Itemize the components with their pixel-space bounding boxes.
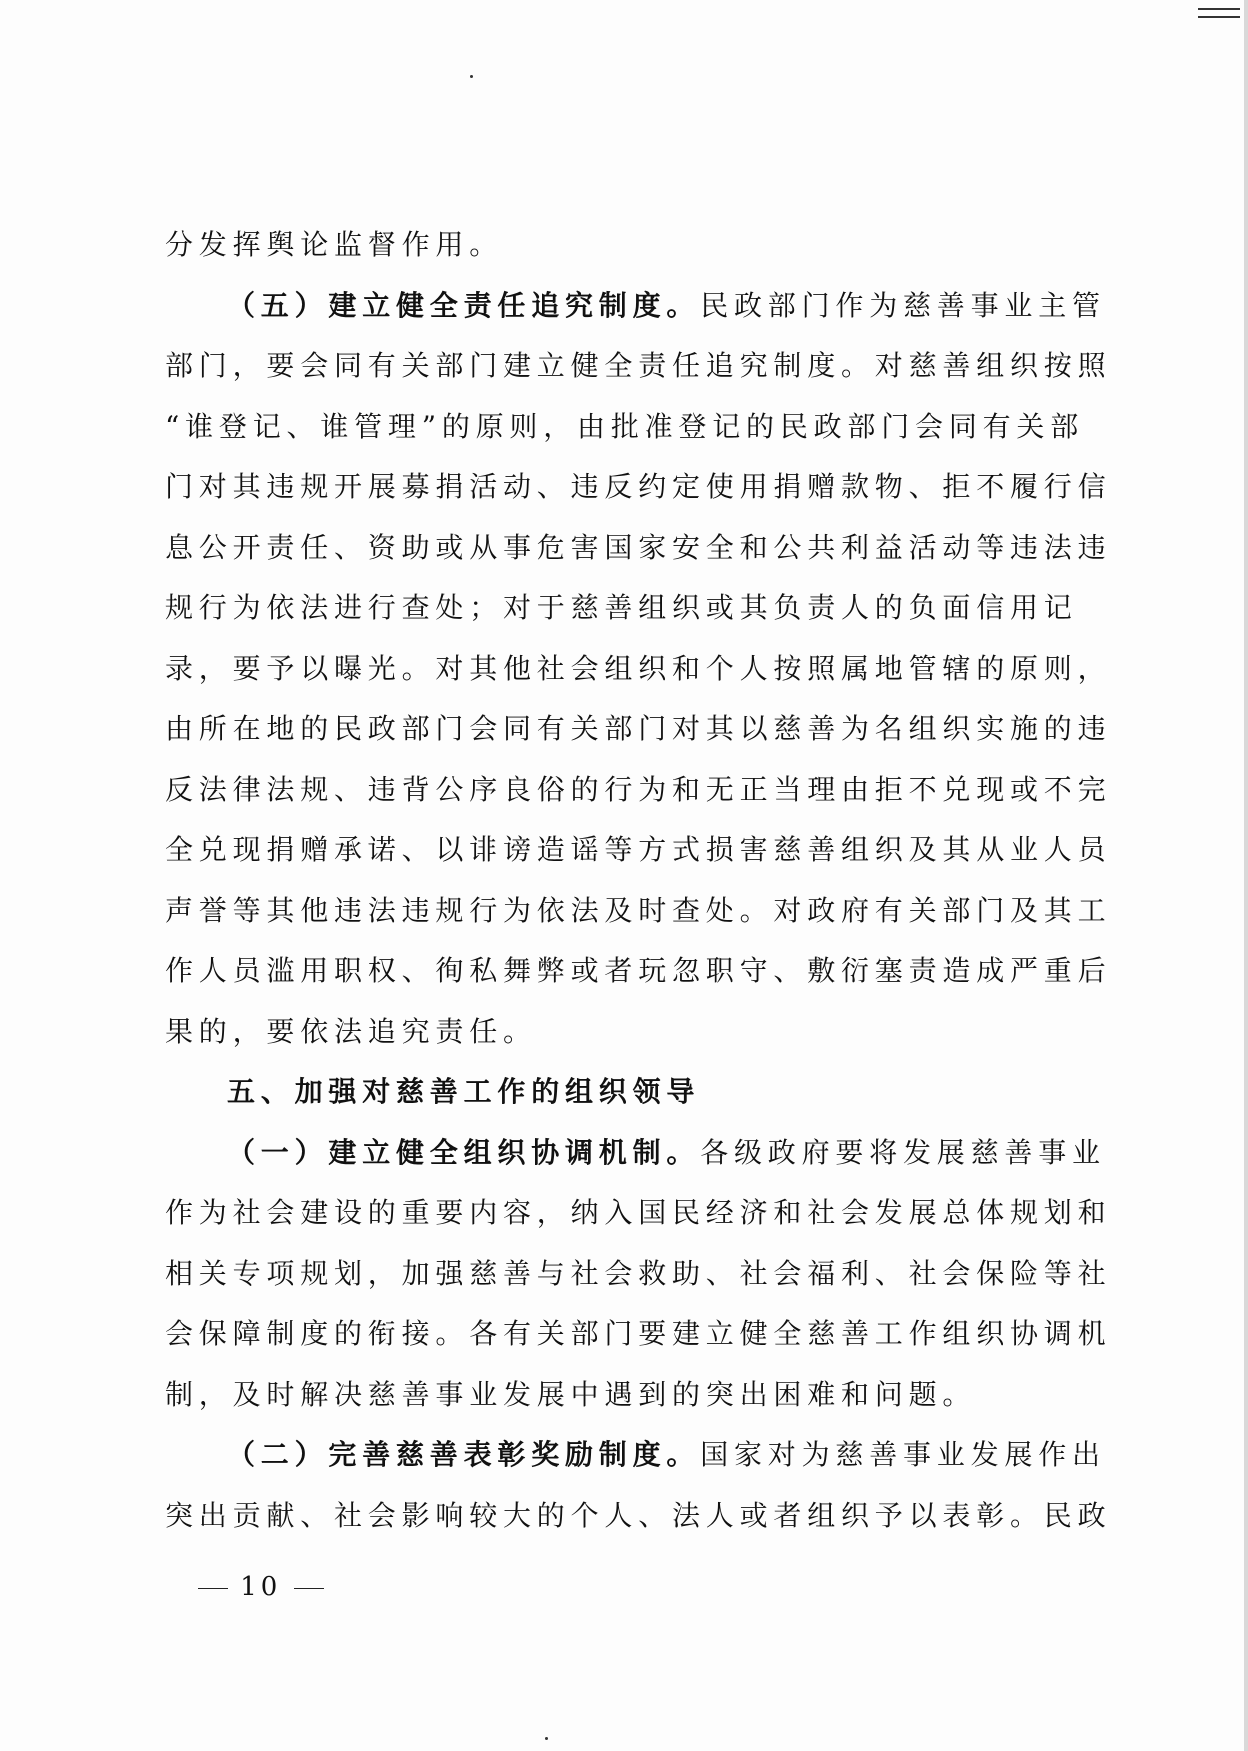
corner-mark: [1198, 8, 1240, 10]
text-line: （一）建立健全组织协调机制。各级政府要将发展慈善事业: [227, 1135, 1106, 1169]
section-heading: （一）建立健全组织协调机制。: [227, 1135, 701, 1169]
text-line: 由所在地的民政部门会同有关部门对其以慈善为名组织实施的违: [165, 712, 1112, 745]
page-number-dash-right: [294, 1588, 324, 1589]
text-line: 制，及时解决慈善事业发展中遇到的突出困难和问题。: [165, 1377, 977, 1411]
text-line: （五）建立健全责任追究制度。民政部门作为慈善事业主管: [227, 288, 1106, 322]
text-line: 录，要予以曝光。对其他社会组织和个人按照属地管辖的原则，: [165, 651, 1112, 685]
section-heading: （五）建立健全责任追究制度。: [227, 288, 701, 322]
text-line: 果的，要依法追究责任。: [165, 1014, 537, 1048]
text-line: 突出贡献、社会影响较大的个人、法人或者组织予以表彰。民政: [165, 1498, 1112, 1532]
text-line: 相关专项规划，加强慈善与社会救助、社会福利、社会保险等社: [165, 1256, 1112, 1290]
scan-speck: [470, 75, 473, 78]
page-number-dash-left: [198, 1588, 228, 1589]
text-line: 部门，要会同有关部门建立健全责任追究制度。对慈善组织按照: [165, 349, 1112, 382]
document-body: [165, 215, 1112, 1546]
text-line: （二）完善慈善表彰奖励制度。国家对为慈善事业发展作出: [227, 1438, 1106, 1471]
text-line: 分发挥舆论监督作用。: [165, 228, 504, 261]
scan-edge: [1244, 0, 1248, 1751]
section-heading: （二）完善慈善表彰奖励制度。: [227, 1438, 701, 1471]
page-number-value: 10: [240, 1572, 282, 1602]
text-line: 息公开责任、资助或从事危害国家安全和公共利益活动等违法违: [165, 530, 1112, 564]
text-line: 反法律法规、违背公序良俗的行为和无正当理由拒不兑现或不完: [165, 772, 1112, 806]
text-line: “谁登记、谁管理”的原则，由批准登记的民政部门会同有关部: [165, 409, 1085, 443]
text-line: 会保障制度的衔接。各有关部门要建立健全慈善工作组织协调机: [165, 1317, 1112, 1350]
text-line: 门对其违规开展募捐活动、违反约定使用捐赠款物、拒不履行信: [165, 470, 1112, 503]
chapter-heading: 五、加强对慈善工作的组织领导: [227, 1075, 701, 1108]
scan-speck: [545, 1737, 548, 1740]
text-line: 规行为依法进行查处；对于慈善组织或其负责人的负面信用记: [165, 591, 1078, 624]
text-line: 声誉等其他违法违规行为依法及时查处。对政府有关部门及其工: [165, 893, 1112, 927]
text-line: 全兑现捐赠承诺、以诽谤造谣等方式损害慈善组织及其从业人员: [165, 833, 1112, 866]
text-line: 作为社会建设的重要内容，纳入国民经济和社会发展总体规划和: [165, 1196, 1112, 1229]
text-line: 作人员滥用职权、徇私舞弊或者玩忽职守、敷衍塞责造成严重后: [165, 954, 1112, 987]
text-line: [165, 1062, 1095, 1123]
page-number: [198, 1572, 324, 1602]
